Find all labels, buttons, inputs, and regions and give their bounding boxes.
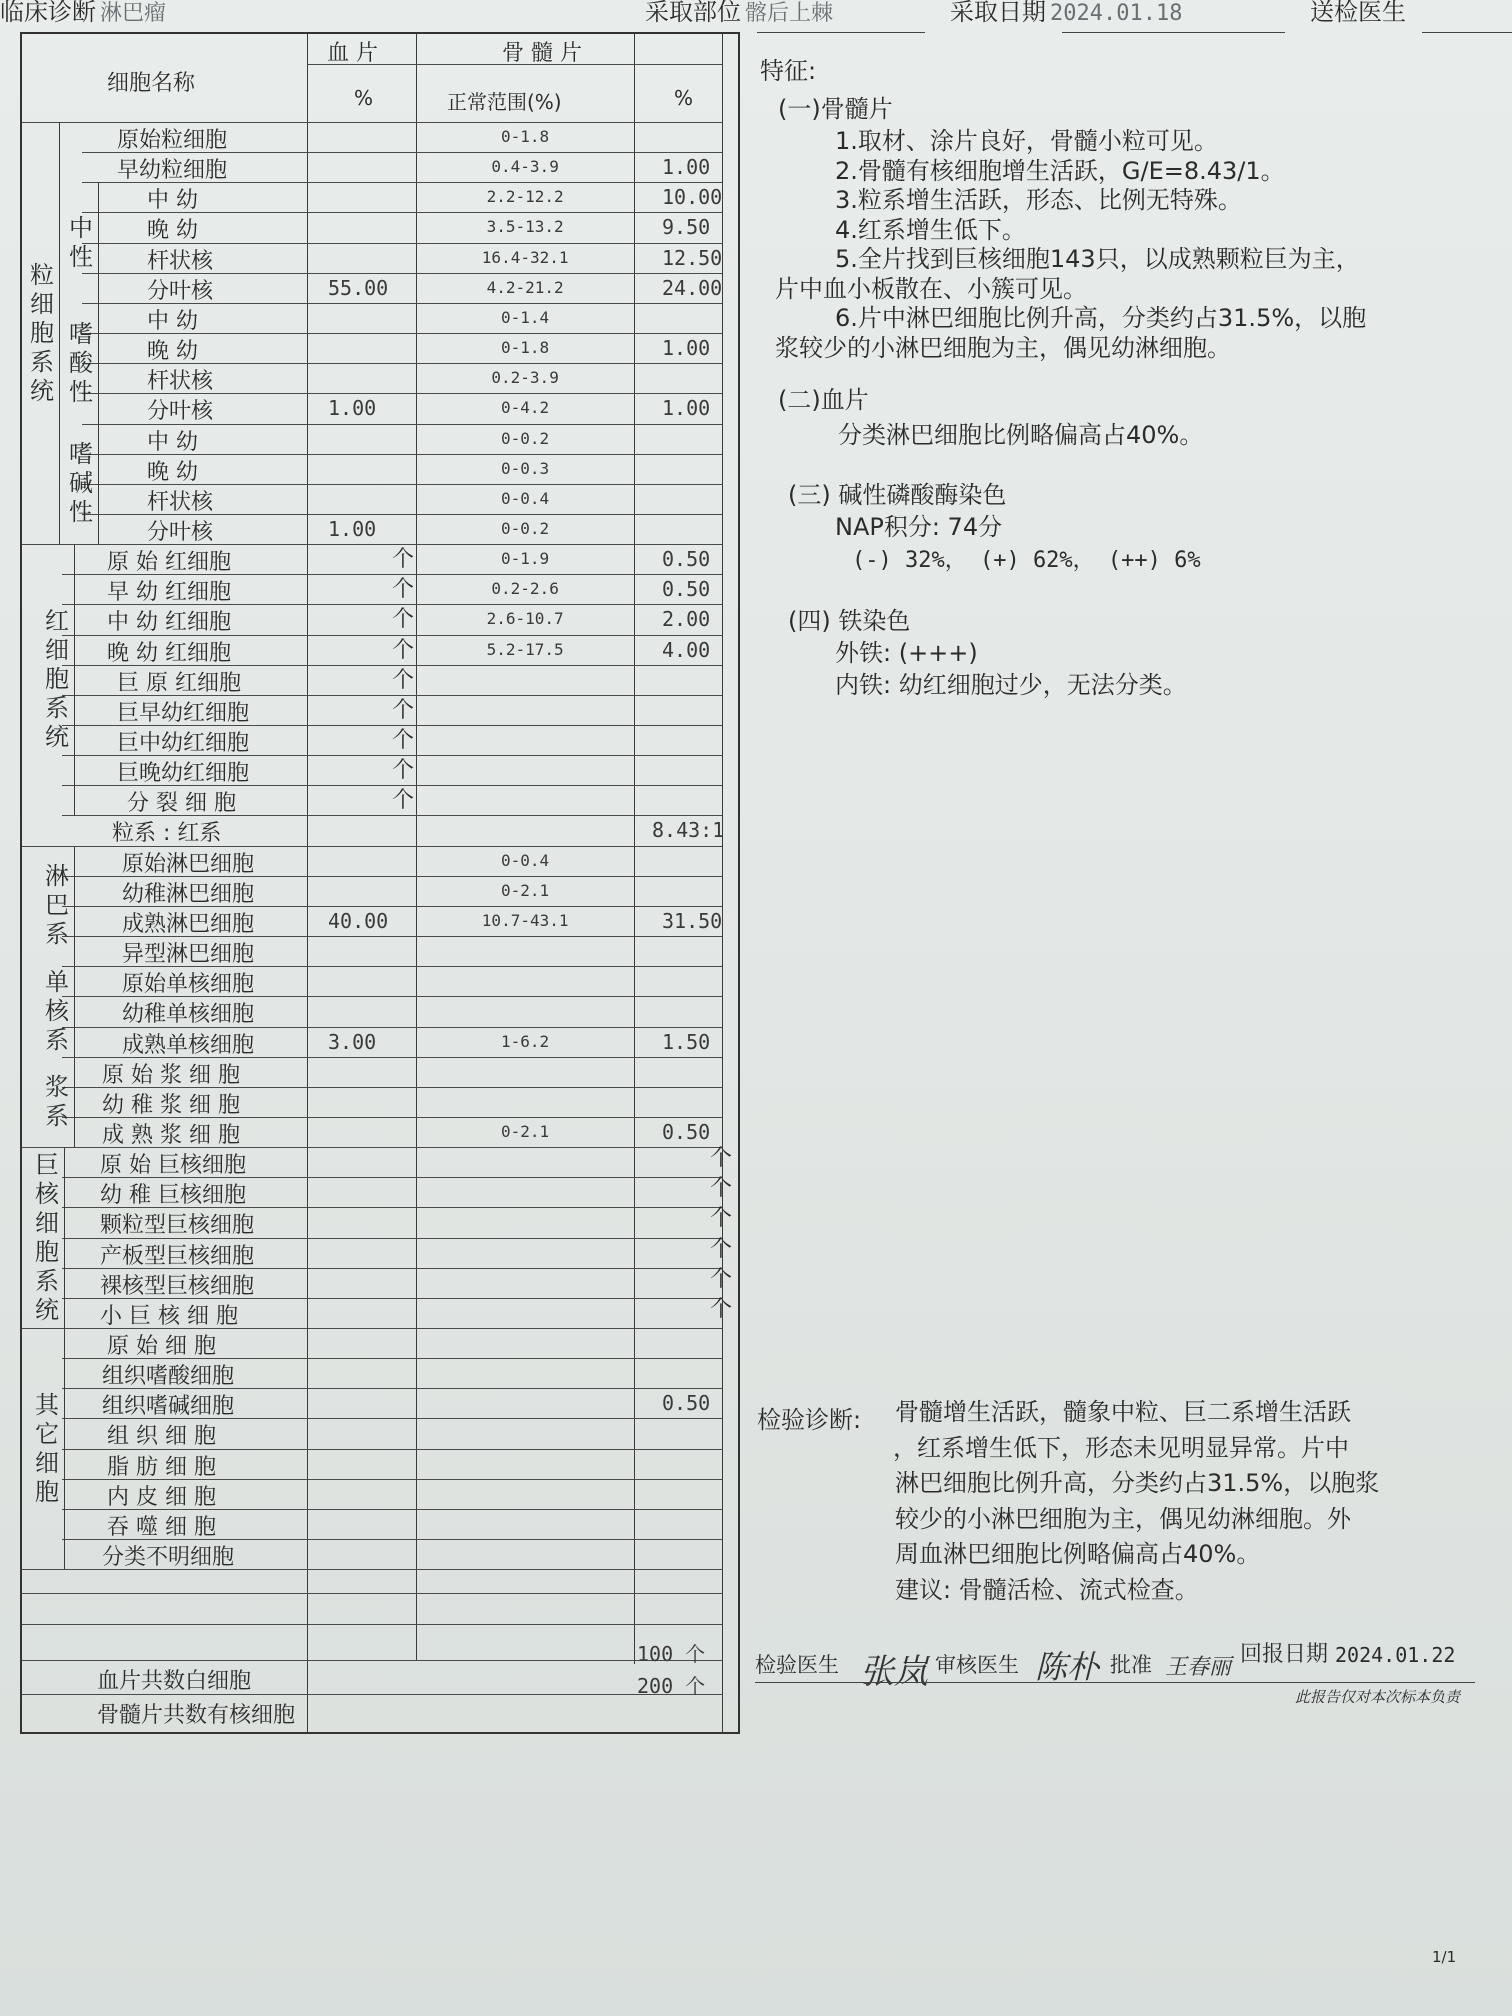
cell-name: 分类不明细胞 [102, 1545, 235, 1571]
cell-name: 幼稚淋巴细胞 [122, 881, 255, 907]
page-number: 1/1 [1432, 1948, 1457, 1966]
sample-date-label: 采取日期 [950, 0, 1046, 26]
col-header-marrow: 骨 髓 片 [502, 41, 582, 66]
col-header-marrow-pct: % [674, 86, 694, 110]
cell-name: 组织嗜碱细胞 [102, 1394, 235, 1420]
section-blood-line: 分类淋巴细胞比例略偏高占40%。 [838, 421, 1204, 449]
nap-distribution: (-) 32%， (+) 62%， (++) 6% [852, 548, 1201, 573]
unit-ge-mark: 个 [392, 728, 415, 753]
marrow-pct: 10.00 [662, 185, 723, 210]
group-plasma: 浆系 [45, 1072, 69, 1130]
cell-name: 幼稚单核细胞 [122, 1002, 255, 1028]
cell-name: 中 幼 [147, 429, 198, 455]
report-line: 1.取材、涂片良好，骨髓小粒可见。 [835, 127, 1218, 155]
group-lymph: 淋巴系 [45, 862, 69, 949]
marrow-pct: 12.50 [662, 245, 723, 270]
cell-name: 杆状核 [147, 369, 214, 395]
sample-site-value: 髂后上棘 [745, 1, 834, 26]
normal-range: 0-2.1 [501, 1121, 550, 1141]
marrow-pct: 0.50 [662, 577, 711, 602]
approve-signature: 王春丽 [1165, 1655, 1232, 1680]
cell-name: 成熟淋巴细胞 [122, 911, 255, 937]
review-doctor-label: 审核医生 [935, 1653, 1019, 1677]
group-megakaryocyte: 巨核细胞系统 [35, 1150, 59, 1324]
blood-pct: 55.00 [328, 275, 389, 300]
cell-name: 幼 稚 巨核细胞 [100, 1183, 246, 1209]
cell-name: 晚 幼 [147, 339, 198, 365]
unit-ge-mark: 个 [392, 697, 415, 723]
normal-range: 0.4-3.9 [491, 157, 559, 177]
iron-internal: 内铁: 幼红细胞过少，无法分类。 [835, 671, 1187, 699]
normal-range: 0-1.8 [501, 338, 550, 358]
wbc-count-label: 血片共数白细胞 [97, 1669, 252, 1694]
report-line: 周血淋巴细胞比例略偏高占40%。 [895, 1540, 1261, 1568]
clinical-diagnosis-value: 淋巴瘤 [100, 1, 167, 26]
cell-count-table [20, 32, 740, 1734]
nc-count-value: 200 个 [637, 1674, 706, 1698]
referring-doctor [1310, 0, 1512, 27]
group-mono: 单核系 [45, 967, 69, 1054]
group-neutrophil: 中性 [69, 213, 93, 271]
normal-range: 5.2-17.5 [486, 639, 564, 659]
cell-name: 裸核型巨核细胞 [100, 1273, 255, 1299]
sample-date [950, 0, 1285, 27]
report-line: 建议: 骨髓活检、流式检查。 [895, 1575, 1199, 1604]
group-basophil: 嗜碱性 [69, 440, 93, 527]
marrow-pct: 9.50 [662, 215, 711, 240]
unit-ge-mark: 个 [710, 1146, 733, 1172]
cell-name: 原 始 巨核细胞 [100, 1153, 246, 1179]
cell-name: 吞 噬 细 胞 [107, 1514, 216, 1540]
blood-pct: 3.00 [328, 1029, 377, 1054]
blood-pct: 1.00 [328, 516, 377, 541]
normal-range: 2.6-10.7 [486, 609, 564, 629]
cell-name: 内 皮 细 胞 [107, 1484, 216, 1510]
cell-name: 组 织 细 胞 [107, 1424, 216, 1450]
clinical-diagnosis-label: 临床诊断 [0, 0, 96, 26]
cell-name: 原 始 红细胞 [107, 550, 231, 576]
exam-doctor-signature: 张岚 [860, 1652, 928, 1692]
marrow-pct: 24.00 [662, 275, 723, 300]
cell-name: 巨中幼红细胞 [117, 731, 250, 756]
blood-pct: 40.00 [328, 908, 389, 933]
sample-site [645, 0, 925, 27]
normal-range: 0-0.2 [501, 428, 550, 448]
col-header-blood-pct: % [354, 86, 374, 110]
iron-external: 外铁: (+++) [835, 639, 978, 667]
sample-date-value: 2024.01.18 [1050, 1, 1183, 26]
normal-range: 0-1.4 [501, 307, 550, 327]
review-doctor-signature: 陈朴 [1035, 1648, 1100, 1686]
report-line: 2.骨髓有核细胞增生活跃，G/E=8.43/1。 [835, 156, 1285, 185]
section-iron-title: (四) 铁染色 [788, 607, 911, 635]
cell-name: 分叶核 [147, 519, 214, 545]
approve-label: 批准 [1110, 1653, 1152, 1677]
return-date-label: 回报日期 [1240, 1642, 1329, 1667]
report-line: 片中血小板散在、小簇可见。 [775, 274, 1087, 303]
cell-name: 中 幼 [147, 188, 198, 214]
normal-range: 0-4.2 [501, 398, 550, 418]
marrow-pct: 1.00 [662, 336, 711, 361]
section-nap-title: (三) 碱性磷酸酶染色 [788, 481, 1007, 509]
cell-name: 原始淋巴细胞 [122, 851, 255, 877]
normal-range: 0-0.2 [501, 518, 550, 538]
cell-name: 杆状核 [147, 248, 214, 274]
normal-range: 0.2-3.9 [491, 368, 559, 388]
marrow-pct: 0.50 [662, 547, 711, 572]
cell-name: 异型淋巴细胞 [122, 942, 255, 968]
unit-ge-mark: 个 [392, 547, 415, 573]
report-line: 6.片中淋巴细胞比例升高，分类约占31.5%，以胞 [835, 304, 1367, 332]
unit-ge-mark: 个 [392, 637, 415, 663]
cell-name: 粒系 : 红系 [112, 821, 222, 847]
section-blood-title: (二)血片 [778, 386, 869, 414]
normal-range: 10.7-43.1 [481, 910, 569, 930]
col-header-blood: 血 片 [327, 41, 378, 66]
normal-range: 0.2-2.6 [491, 579, 559, 599]
marrow-pct: 1.00 [662, 396, 711, 421]
group-granulocyte: 粒细胞系统 [30, 260, 54, 405]
wbc-count-value: 100 个 [637, 1642, 706, 1666]
normal-range: 0-1.9 [501, 549, 550, 569]
col-header-cell-name: 细胞名称 [107, 71, 196, 96]
cell-name: 分 裂 细 胞 [127, 791, 236, 817]
cell-name: 早幼粒细胞 [117, 158, 228, 184]
col-header-normal-range: 正常范围(%) [447, 90, 562, 114]
marrow-pct: 31.50 [662, 908, 723, 933]
diagnosis-label: 检验诊断: [757, 1406, 862, 1434]
normal-range: 4.2-21.2 [486, 277, 564, 297]
report-header [0, 0, 1512, 30]
cell-name: 小 巨 核 细 胞 [100, 1303, 238, 1329]
normal-range: 3.5-13.2 [486, 217, 564, 237]
unit-ge-mark: 个 [392, 607, 415, 633]
cell-name: 巨早幼红细胞 [117, 700, 250, 726]
features-title: 特征: [760, 57, 817, 85]
normal-range: 1-6.2 [501, 1031, 550, 1051]
cell-name: 脂 肪 细 胞 [107, 1454, 216, 1480]
cell-name: 分叶核 [147, 278, 214, 304]
sample-site-label: 采取部位 [645, 0, 741, 26]
cell-name: 中 幼 红细胞 [107, 610, 231, 636]
marrow-pct: 0.50 [662, 1391, 711, 1416]
normal-range: 0-2.1 [501, 880, 550, 900]
cell-name: 巨 原 红细胞 [117, 670, 241, 696]
cell-name: 杆状核 [147, 489, 214, 515]
group-eosinophil: 嗜酸性 [69, 319, 93, 406]
cell-name: 原始粒细胞 [117, 128, 228, 153]
unit-ge-mark: 个 [710, 1236, 733, 1262]
unit-ge-mark: 个 [710, 1176, 733, 1202]
unit-ge-mark: 个 [392, 667, 415, 693]
section-marrow-title: (一)骨髓片 [778, 95, 893, 123]
marrow-pct: 1.00 [662, 155, 711, 180]
marrow-pct: 8.43:1 [652, 818, 725, 843]
normal-range: 0-0.4 [501, 850, 550, 870]
unit-ge-mark: 个 [710, 1206, 733, 1232]
cell-name: 巨晚幼红细胞 [117, 761, 250, 787]
report-line: 较少的小淋巴细胞为主，偶见幼淋细胞。外 [895, 1504, 1351, 1533]
cell-name: 成熟单核细胞 [122, 1032, 255, 1058]
group-erythroid: 红细胞系统 [45, 607, 69, 752]
normal-range: 16.4-32.1 [481, 247, 569, 267]
cell-name: 组织嗜酸细胞 [102, 1364, 235, 1390]
cell-name: 分叶核 [147, 399, 214, 425]
unit-ge-mark: 个 [392, 577, 415, 603]
normal-range: 0-0.3 [501, 458, 550, 478]
group-other: 其它细胞 [35, 1390, 59, 1506]
report-line: 3.粒系增生活跃，形态、比例无特殊。 [835, 186, 1242, 214]
cell-name: 晚 幼 [147, 459, 198, 485]
normal-range: 0-0.4 [501, 488, 550, 508]
cell-name: 原 始 浆 细 胞 [102, 1062, 240, 1088]
report-line: 骨髓增生活跃，髓象中粒、巨二系增生活跃 [895, 1398, 1351, 1426]
cell-name: 早 幼 红细胞 [107, 580, 231, 606]
cell-name: 成 熟 浆 细 胞 [102, 1122, 240, 1148]
unit-ge-mark: 个 [710, 1266, 733, 1292]
referring-doctor-label: 送检医生 [1310, 0, 1406, 26]
unit-ge-mark: 个 [392, 788, 415, 814]
report-line: 浆较少的小淋巴细胞为主，偶见幼淋细胞。 [775, 333, 1231, 362]
marrow-pct: 4.00 [662, 637, 711, 662]
cell-name: 原 始 细 胞 [107, 1334, 216, 1359]
marrow-pct: 0.50 [662, 1119, 711, 1144]
report-line: 4.红系增生低下。 [835, 215, 1026, 244]
cell-name: 晚 幼 [147, 218, 198, 244]
normal-range: 2.2-12.2 [486, 187, 564, 207]
unit-ge-mark: 个 [710, 1296, 733, 1322]
normal-range: 0-1.8 [501, 127, 550, 146]
cell-name: 原始单核细胞 [122, 972, 255, 998]
disclaimer: 此报告仅对本次标本负责 [1295, 1688, 1461, 1706]
report-line: ，红系增生低下，形态未见明显异常。片中 [893, 1433, 1349, 1462]
report-line: 淋巴细胞比例升高，分类约占31.5%，以胞浆 [895, 1469, 1380, 1497]
nap-score: NAP积分: 74分 [835, 513, 1003, 541]
nc-count-label: 骨髓片共数有核细胞 [97, 1703, 296, 1728]
marrow-pct: 2.00 [662, 607, 711, 632]
unit-ge-mark: 个 [392, 758, 415, 784]
cell-name: 中 幼 [147, 308, 198, 334]
cell-name: 颗粒型巨核细胞 [100, 1213, 255, 1239]
report-line: 5.全片找到巨核细胞143只，以成熟颗粒巨为主， [835, 245, 1360, 273]
cell-name: 产板型巨核细胞 [100, 1243, 255, 1269]
clinical-diagnosis [0, 0, 620, 27]
cell-name: 晚 幼 红细胞 [107, 640, 231, 666]
exam-doctor-label: 检验医生 [755, 1653, 839, 1677]
cell-name: 幼 稚 浆 细 胞 [102, 1092, 240, 1118]
blood-pct: 1.00 [328, 396, 377, 421]
marrow-pct: 1.50 [662, 1029, 711, 1054]
return-date-value: 2024.01.22 [1335, 1643, 1456, 1667]
